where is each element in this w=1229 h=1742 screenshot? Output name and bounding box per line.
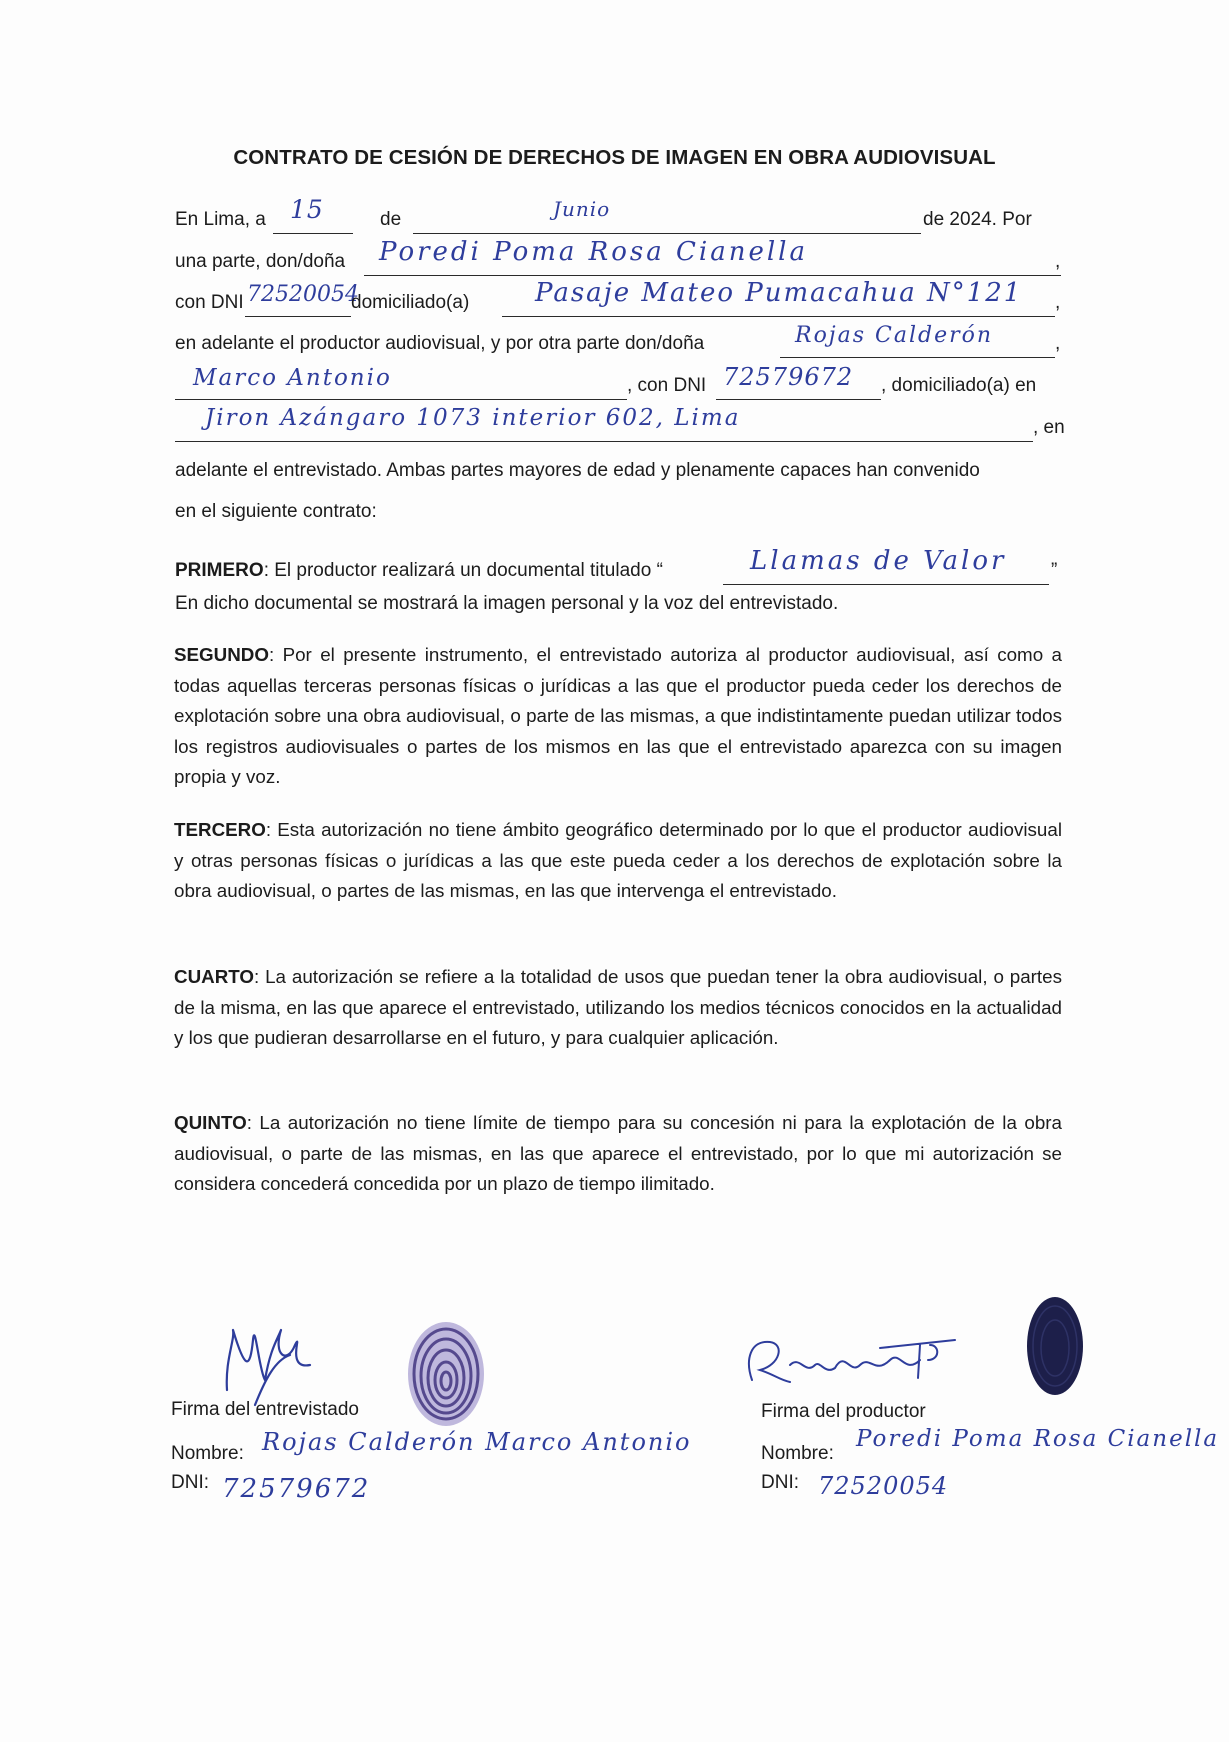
handwritten-day: 15 <box>290 195 324 224</box>
interviewee-name-label: Nombre: <box>171 1443 244 1464</box>
intro-line-4 <box>175 323 1061 363</box>
intro-text: de <box>380 209 402 230</box>
intro-text: , <box>1055 292 1061 313</box>
intro-line-1 <box>175 195 1061 239</box>
intro-text: , en <box>1033 417 1065 438</box>
clause-text: : Por el presente instrumento, el entrevistado autoriza al productor audiovisual, así como a todas aquellas terceras personas físicas o jurídicas a las que el productor pueda ceder los derechos de explotación sobre una obra audiovisual, o parte de las mismas, a que indistintamente puedan utilizar todos los registros audiovisuales o partes de los mismos en las que el entrevistado aparezca con su imagen propia y voz. <box>174 644 1062 787</box>
interviewee-dni-label: DNI: <box>171 1472 209 1493</box>
clause-text: ” <box>1051 560 1058 581</box>
intro-text: , <box>1055 333 1061 354</box>
intro-line-6 <box>175 405 1065 447</box>
handwritten-producer-dni-sign: 72520054 <box>818 1472 949 1500</box>
clause-text: : El productor realizará un documental titulado “ <box>263 560 663 581</box>
clause-quinto <box>174 1108 1062 1200</box>
clause-primero-line-1 <box>175 546 1061 590</box>
clause-label: CUARTO <box>174 966 254 987</box>
producer-signature <box>740 1330 960 1390</box>
handwritten-interviewee-dni-sign: 72579672 <box>222 1474 371 1504</box>
intro-line-5 <box>175 363 1061 405</box>
intro-text: con DNI <box>175 292 244 313</box>
clause-label: TERCERO <box>174 819 266 840</box>
intro-text: de 2024. Por <box>923 209 1032 230</box>
intro-text: , con DNI <box>627 375 707 396</box>
intro-text: , <box>1055 251 1061 272</box>
clause-cuarto <box>174 962 1062 1054</box>
clause-segundo <box>174 640 1062 793</box>
document-title: CONTRATO DE CESIÓN DE DERECHOS DE IMAGEN EN OBRA AUDIOVISUAL <box>233 146 996 169</box>
clause-text: : La autorización se refiere a la totalidad de usos que puedan tener la obra audiovisual, o partes de la misma, en las que aparece el entrevistado, utilizando los medios técnicos conocidos en la actualidad y los que pudieran desarrollarse en el futuro, y para cualquier aplicación. <box>174 966 1062 1048</box>
producer-signature-label: Firma del productor <box>761 1401 926 1422</box>
clause-label: PRIMERO <box>175 560 264 581</box>
producer-fingerprint <box>1025 1295 1085 1397</box>
clause-tercero <box>174 815 1062 907</box>
intro-text: domiciliado(a) <box>351 292 470 313</box>
producer-name-label: Nombre: <box>761 1443 834 1464</box>
clause-label: QUINTO <box>174 1112 247 1133</box>
handwritten-interviewee-dni: 72579672 <box>723 363 854 391</box>
intro-text: en el siguiente contrato: <box>175 501 377 522</box>
interviewee-signature-label: Firma del entrevistado <box>171 1399 359 1420</box>
handwritten-interviewee-name-2: Marco Antonio <box>193 365 392 391</box>
clause-text: : La autorización no tiene límite de tiempo para su concesión ni para la explotación de la obra audiovisual, o parte de las mismas, en las que aparece el entrevistado, por lo que mi autorización se considera concederá concedida por un plazo de tiempo ilimitado. <box>174 1112 1062 1194</box>
producer-dni-label: DNI: <box>761 1472 799 1493</box>
handwritten-interviewee-fullname: Rojas Calderón Marco Antonio <box>262 1428 692 1456</box>
handwritten-producer-fullname: Poredi Poma Rosa Cianella <box>856 1426 1220 1452</box>
intro-text: En Lima, a <box>175 209 266 230</box>
clause-label: SEGUNDO <box>174 644 269 665</box>
handwritten-month: Junio <box>553 197 611 221</box>
clause-primero-line-2 <box>175 593 1061 623</box>
intro-line-7 <box>175 460 1061 490</box>
handwritten-producer-dni: 72520054 <box>247 282 359 307</box>
handwritten-doc-title: Llamas de Valor <box>750 546 1007 576</box>
interviewee-signature <box>215 1310 325 1410</box>
handwritten-interviewee-name-1: Rojas Calderón <box>795 323 994 348</box>
intro-text: en adelante el productor audiovisual, y por otra parte don/doña <box>175 333 705 354</box>
handwritten-producer-address: Pasaje Mateo Pumacahua N°121 <box>535 278 1023 308</box>
intro-text: adelante el entrevistado. Ambas partes mayores de edad y plenamente capaces han convenido <box>175 460 980 481</box>
intro-text: , domiciliado(a) en <box>881 375 1037 396</box>
handwritten-producer-name: Poredi Poma Rosa Cianella <box>379 237 808 267</box>
month-blank <box>413 209 921 234</box>
clause-text: En dicho documental se mostrará la imagen personal y la voz del entrevistado. <box>175 593 839 614</box>
intro-line-8 <box>175 501 1061 531</box>
intro-line-3 <box>175 278 1061 322</box>
clause-text: : Esta autorización no tiene ámbito geográfico determinado por lo que el productor audiovisual y otras personas físicas o jurídicas a las que este pueda ceder a los derechos de explotación sobre la obra audiovisual, o partes de las mismas, en las que intervenga el entrevistado. <box>174 819 1062 901</box>
intro-line-2 <box>175 237 1061 281</box>
handwritten-interviewee-address: Jiron Azángaro 1073 interior 602, Lima <box>205 405 741 431</box>
intro-text: una parte, don/doña <box>175 251 346 272</box>
interviewee-fingerprint <box>405 1318 487 1430</box>
